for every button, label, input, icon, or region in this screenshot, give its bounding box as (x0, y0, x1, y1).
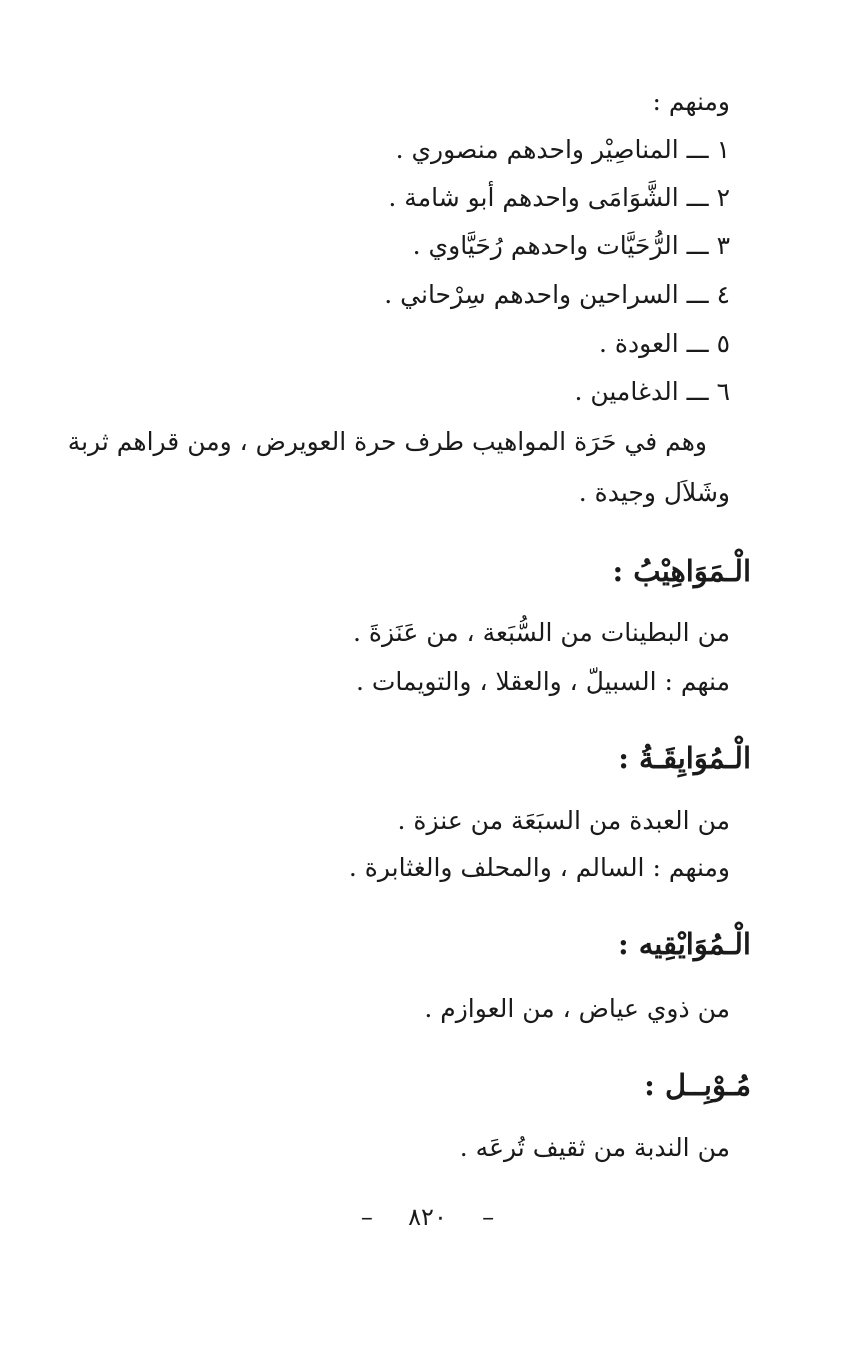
page-footer (0, 1200, 855, 1234)
list-item: ٦ ـــ الدغامين . (574, 377, 730, 406)
list-item: ٥ ـــ العودة . (599, 329, 730, 358)
entry-line: من ذوي عياض ، من العوازم . (424, 994, 730, 1023)
list-item: ٢ ـــ الشَّوَامَى واحدهم أبو شامة . (388, 183, 730, 212)
paragraph-line-1: وهم في حَرَة المواهيب طرف حرة العويرض ، ومن قراهم ثربة (67, 427, 707, 456)
list-item: ٤ ـــ السراحين واحدهم سِرْحاني . (384, 280, 730, 309)
footer-dash-left: – (360, 1203, 373, 1231)
entry-line: من العبدة من السبَعَة من عنزة . (397, 806, 730, 835)
list-item: ١ ـــ المناصِيْر واحدهم منصوري . (395, 135, 730, 164)
entry-heading: الْـمُوَايْقِيه : (617, 927, 751, 961)
paragraph-line-2: وشَلاَل وجيدة . (578, 478, 730, 507)
entry-heading: مُـوْبِــل : (644, 1068, 751, 1102)
entry-line: ومنهم : السالم ، والمحلف والغثابرة . (348, 853, 730, 882)
entry-heading: الْـمَوَاهِيْبُ : (612, 554, 751, 588)
entry-line: منهم : السبيلّ ، والعقلا ، والتويمات . (355, 667, 730, 696)
footer-dash-right: – (482, 1203, 495, 1231)
entry-line: من البطينات من السُّبَعة ، من عَنَزةَ . (353, 618, 730, 647)
list-item: ٣ ـــ الرُّحَيَّات واحدهم رُحَيَّاوي . (412, 231, 730, 260)
intro-label: ومنهم : (652, 87, 730, 116)
entry-line: من الندبة من ثقيف تُرعَه . (459, 1133, 730, 1162)
entry-heading: الْـمُوَايِقَـةُ : (618, 741, 751, 775)
page-number: ٨٢٠ (408, 1203, 447, 1231)
